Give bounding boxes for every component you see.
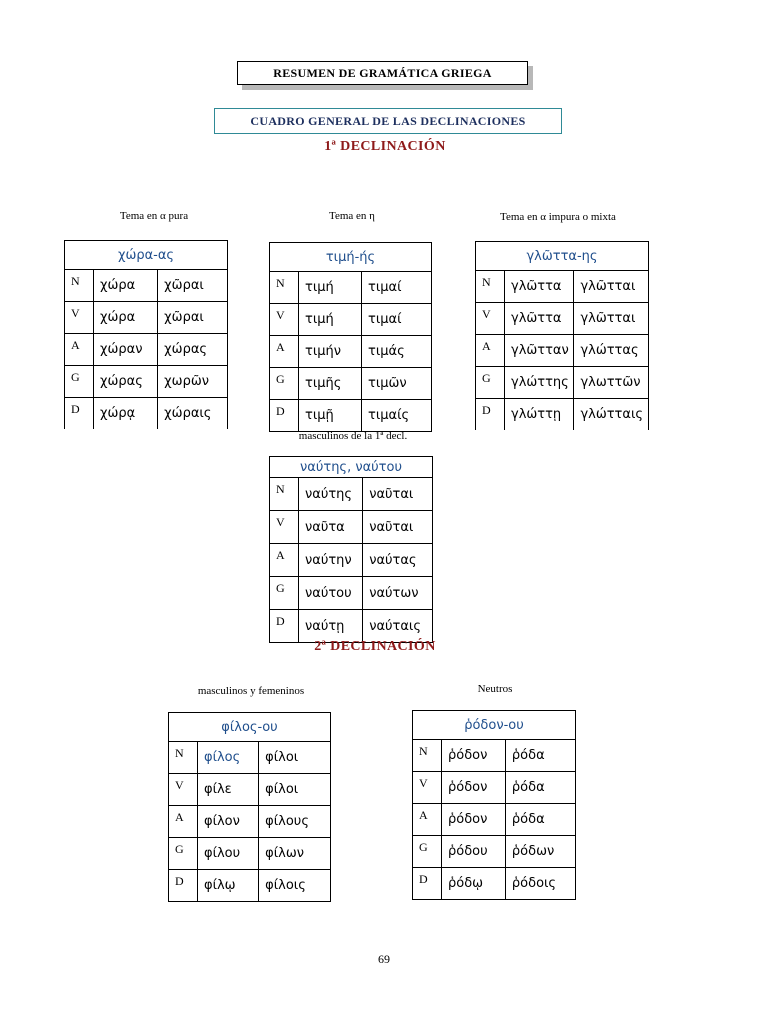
declension-table-glotta	[475, 241, 649, 430]
table-row: N γλῶττα γλῶτται	[476, 271, 649, 303]
table-row: V γλῶττα γλῶτται	[476, 303, 649, 335]
caption-alpha-impura: Tema en α impura o mixta	[500, 211, 616, 223]
table-row: N ῥόδον ῥόδα	[413, 740, 576, 772]
declension-table-chora	[64, 240, 228, 429]
second-declension-heading: 2ª DECLINACIÓN	[314, 639, 436, 654]
caption-masculine: masculinos de la 1ª decl.	[298, 430, 408, 442]
table-row: N φίλος φίλοι	[169, 742, 331, 774]
page-number: 69	[378, 952, 390, 966]
table-row: V τιμή τιμαί	[270, 304, 432, 336]
document-title: RESUMEN DE GRAMÁTICA GRIEGA	[237, 61, 528, 85]
table-row: A χώραν χώρας	[65, 334, 228, 366]
table-row: V φίλε φίλοι	[169, 774, 331, 806]
table-row: A ναύτην ναύτας	[270, 544, 433, 577]
table-row: D γλώττῃ γλώτταις	[476, 399, 649, 431]
caption-neuter: Neutros	[477, 683, 513, 695]
table-row: D ῥόδῳ ῥόδοις	[413, 868, 576, 900]
table-header: ναύτης, ναύτου	[270, 457, 433, 478]
table-row: A φίλον φίλους	[169, 806, 331, 838]
table-row: A γλῶτταν γλώττας	[476, 335, 649, 367]
declension-table-nautes	[269, 456, 433, 643]
table-row: D φίλῳ φίλοις	[169, 870, 331, 902]
declension-table-rhodon	[412, 710, 576, 900]
table-row: G ναύτου ναύτων	[270, 577, 433, 610]
table-row: G φίλου φίλων	[169, 838, 331, 870]
caption-eta: Tema en η	[329, 210, 375, 222]
first-declension-heading: 1ª DECLINACIÓN	[324, 139, 446, 154]
table-row: N ναύτης ναῦται	[270, 478, 433, 511]
table-header: τιμή-ής	[270, 243, 432, 272]
table-row: V χώρα χῶραι	[65, 302, 228, 334]
table-header: ῥόδον-ου	[413, 711, 576, 740]
table-row: N τιμή τιμαί	[270, 272, 432, 304]
table-row: A ῥόδον ῥόδα	[413, 804, 576, 836]
table-row: G τιμῆς τιμῶν	[270, 368, 432, 400]
declension-table-philos	[168, 712, 331, 902]
table-row: V ναῦτα ναῦται	[270, 511, 433, 544]
table-row: G χώρας χωρῶν	[65, 366, 228, 398]
table-header: γλῶττα-ης	[476, 242, 649, 271]
table-row: A τιμήν τιμάς	[270, 336, 432, 368]
caption-alpha-pura: Tema en α pura	[119, 210, 189, 222]
declension-table-time	[269, 242, 432, 432]
table-header: φίλος-ου	[169, 713, 331, 742]
caption-masc-fem: masculinos y femeninos	[197, 685, 305, 697]
table-header: χώρα-ας	[65, 241, 228, 270]
table-row: D χώρᾳ χώραις	[65, 398, 228, 430]
table-row: N χώρα χῶραι	[65, 270, 228, 302]
table-row: G ῥόδου ῥόδων	[413, 836, 576, 868]
table-row: G γλώττης γλωττῶν	[476, 367, 649, 399]
table-row: V ῥόδον ῥόδα	[413, 772, 576, 804]
table-row: D τιμῇ τιμαίς	[270, 400, 432, 432]
table-row: D ναύτῃ ναύταις	[270, 610, 433, 643]
section-title: CUADRO GENERAL DE LAS DECLINACIONES	[214, 108, 562, 134]
